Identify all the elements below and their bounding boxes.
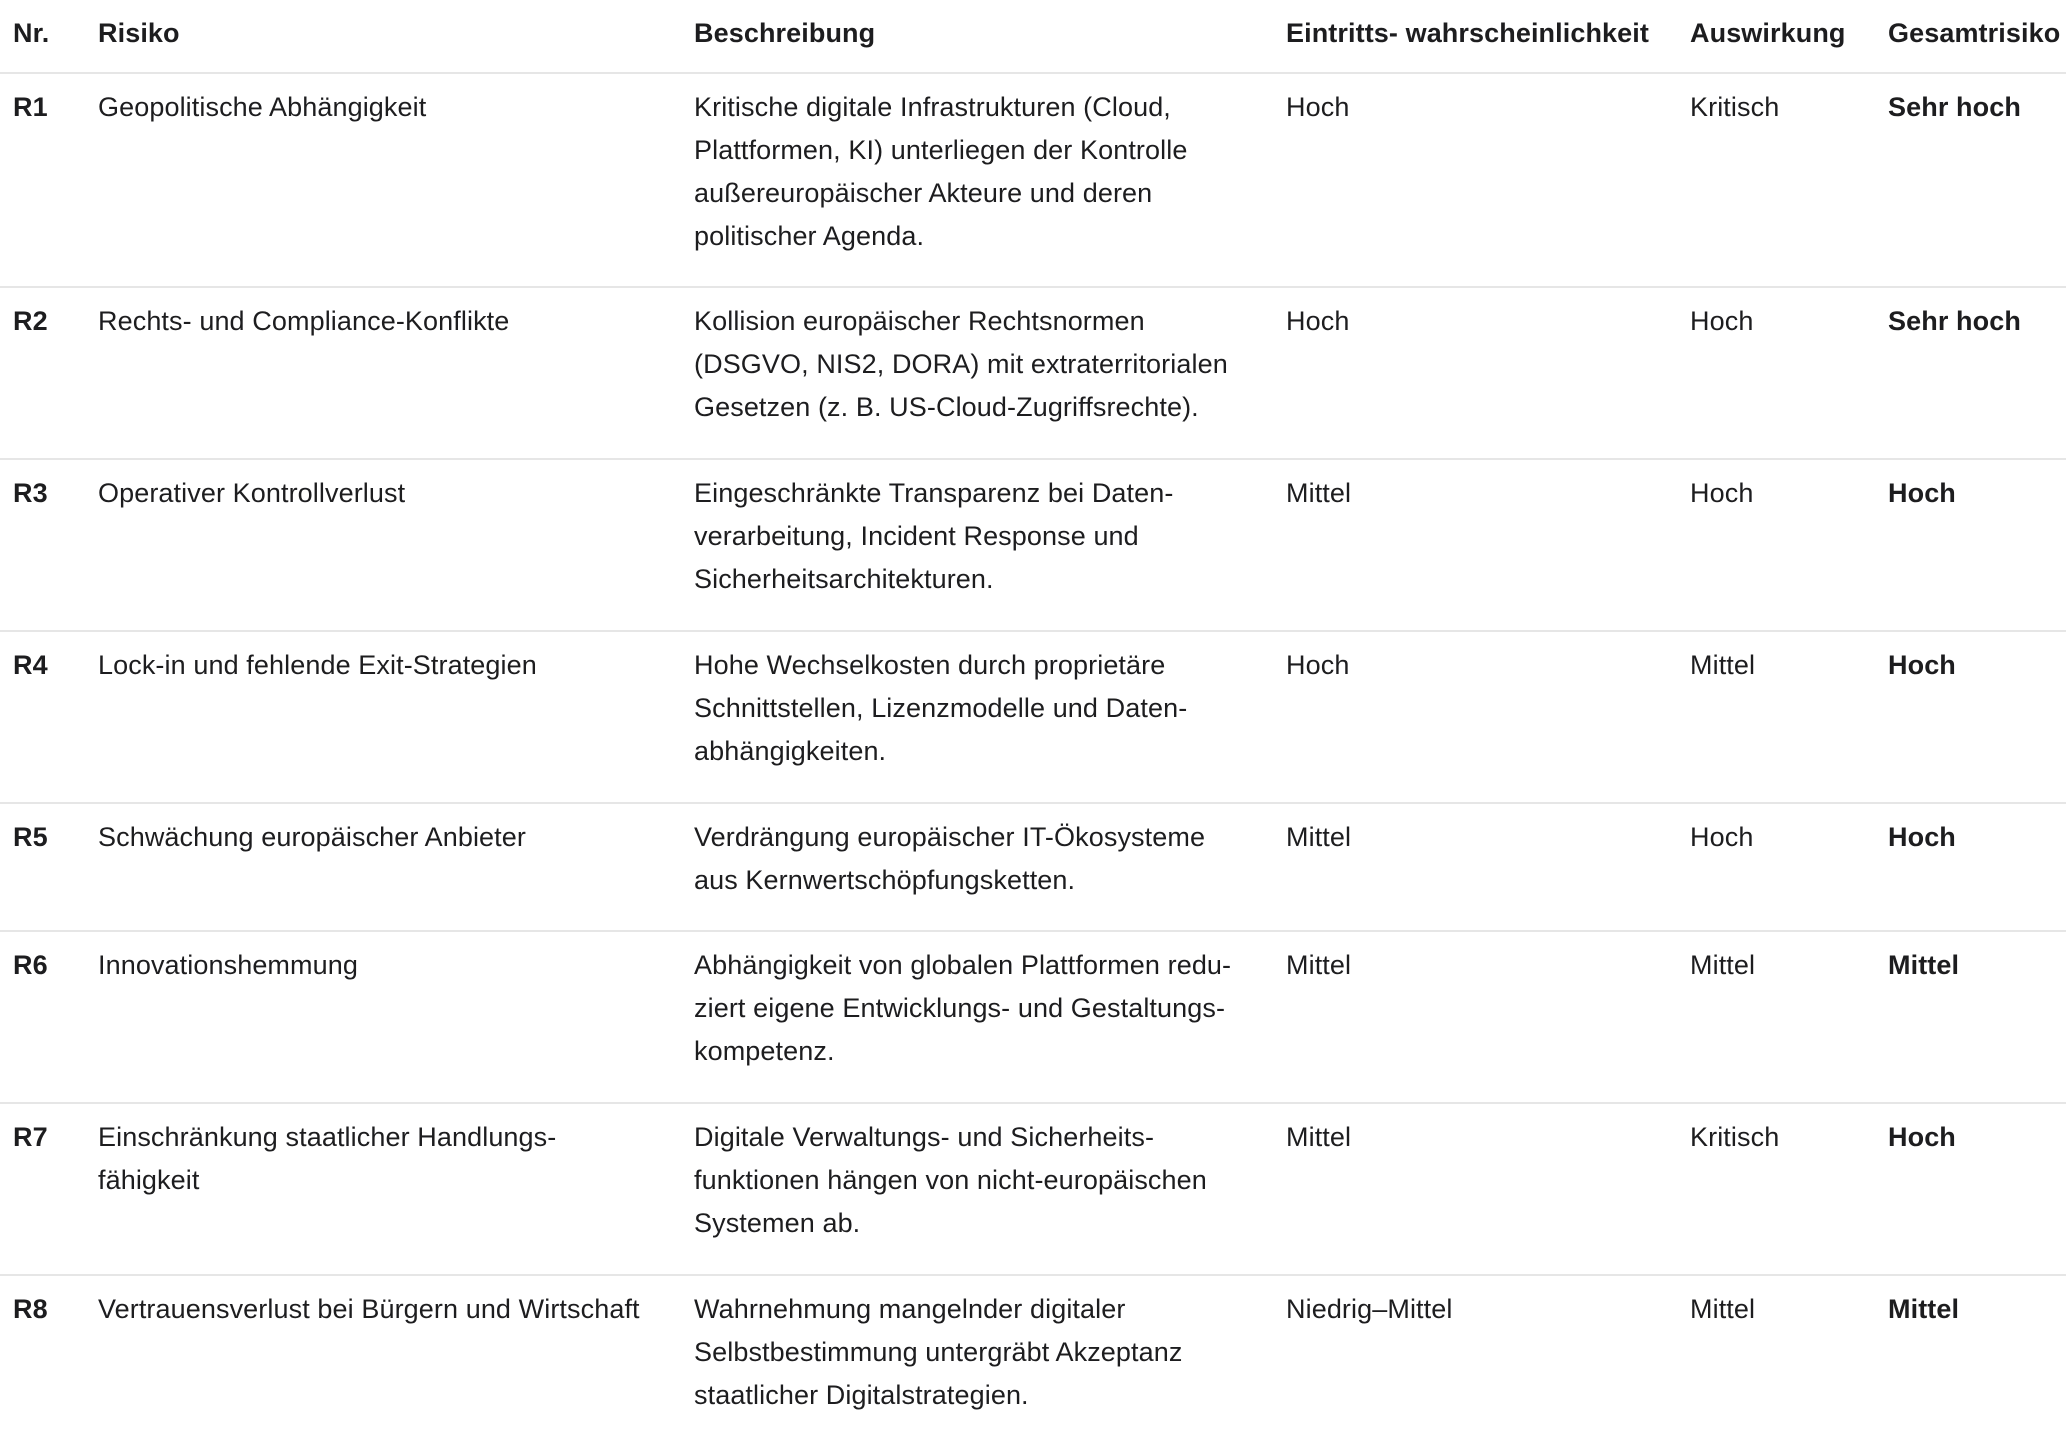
risk-description [694, 644, 1254, 773]
risk-description-line: Eingeschränkte Transparenz bei Daten- [694, 478, 1174, 508]
header-probability: Eintritts- wahrscheinlichkeit [1286, 18, 1649, 48]
risk-probability: Hoch [1286, 306, 1350, 336]
risk-description-line: Sicherheitsarchitekturen. [694, 564, 994, 594]
risk-description [694, 816, 1254, 902]
risk-description-line: Digitale Verwaltungs- und Sicherheits- [694, 1122, 1155, 1152]
risk-total: Sehr hoch [1888, 92, 2021, 122]
risk-name [98, 644, 678, 687]
risk-description-line: Wahrnehmung mangelnder digitaler [694, 1294, 1126, 1324]
table-row [0, 804, 2066, 932]
risk-description [694, 1116, 1254, 1245]
risk-description-line: Selbstbestimmung untergräbt Akzeptanz [694, 1337, 1183, 1367]
risk-impact: Hoch [1690, 822, 1754, 852]
risk-probability: Mittel [1286, 822, 1352, 852]
risk-description-line: Abhängigkeit von globalen Plattformen redu- [694, 950, 1232, 980]
risk-description-line: staatlicher Digitalstrategien. [694, 1380, 1029, 1410]
table-row [0, 74, 2066, 288]
risk-impact: Mittel [1690, 950, 1756, 980]
risk-probability: Mittel [1286, 950, 1352, 980]
risk-total: Mittel [1888, 1294, 1960, 1324]
risk-description-line: politischer Agenda. [694, 221, 925, 251]
risk-description-line: abhängigkeiten. [694, 736, 887, 766]
header-risk: Risiko [98, 18, 180, 48]
risk-id: R4 [13, 650, 48, 680]
risk-description-line: Gesetzen (z. B. US-Cloud-Zugriffsrechte). [694, 392, 1199, 422]
risk-impact: Hoch [1690, 478, 1754, 508]
risk-name [98, 472, 678, 515]
risk-name-line: Rechts- und Compliance-Konflikte [98, 306, 510, 336]
risk-total: Hoch [1888, 1122, 1956, 1152]
risk-id: R2 [13, 306, 48, 336]
risk-description-line: aus Kernwertschöpfungsketten. [694, 865, 1076, 895]
table-body [0, 74, 2066, 1446]
risk-description-line: (DSGVO, NIS2, DORA) mit extraterritorialen [694, 349, 1228, 379]
risk-impact: Mittel [1690, 1294, 1756, 1324]
header-total-risk: Gesamtrisiko [1888, 18, 2061, 48]
risk-probability: Mittel [1286, 478, 1352, 508]
risk-id: R3 [13, 478, 48, 508]
risk-description-line: Hohe Wechselkosten durch proprietäre [694, 650, 1166, 680]
risk-impact: Mittel [1690, 650, 1756, 680]
risk-description-line: Plattformen, KI) unterliegen der Kontrolle [694, 135, 1188, 165]
table-row [0, 1104, 2066, 1276]
risk-name-line: fähigkeit [98, 1165, 200, 1195]
risk-description-line: Kritische digitale Infrastrukturen (Cloud, [694, 92, 1171, 122]
risk-id: R5 [13, 822, 48, 852]
risk-description-line: verarbeitung, Incident Response und [694, 521, 1139, 551]
header-description: Beschreibung [694, 18, 876, 48]
risk-name [98, 1116, 678, 1202]
risk-description-line: Schnittstellen, Lizenzmodelle und Daten- [694, 693, 1188, 723]
risk-description [694, 944, 1254, 1073]
risk-description [694, 86, 1254, 258]
risk-description-line: Verdrängung europäischer IT-Ökosysteme [694, 822, 1206, 852]
risk-impact: Hoch [1690, 306, 1754, 336]
risk-probability: Niedrig–Mittel [1286, 1294, 1453, 1324]
risk-name-line: Lock-in und fehlende Exit-Strategien [98, 650, 537, 680]
risk-total: Hoch [1888, 650, 1956, 680]
risk-description-line: kompetenz. [694, 1036, 835, 1066]
table-row [0, 632, 2066, 804]
risk-description-line: Systemen ab. [694, 1208, 861, 1238]
table-row [0, 932, 2066, 1104]
risk-name-line: Schwächung europäischer Anbieter [98, 822, 526, 852]
risk-impact: Kritisch [1690, 92, 1780, 122]
risk-total: Hoch [1888, 822, 1956, 852]
table-header-row [0, 0, 2066, 74]
table-row [0, 1276, 2066, 1446]
risk-probability: Hoch [1286, 92, 1350, 122]
risk-name-line: Operativer Kontrollverlust [98, 478, 406, 508]
risk-impact: Kritisch [1690, 1122, 1780, 1152]
risk-id: R1 [13, 92, 48, 122]
risk-probability: Mittel [1286, 1122, 1352, 1152]
risk-total: Mittel [1888, 950, 1960, 980]
header-nr: Nr. [13, 18, 50, 48]
risk-name-line: Innovationshemmung [98, 950, 358, 980]
risk-total: Hoch [1888, 478, 1956, 508]
risk-id: R6 [13, 950, 48, 980]
risk-name [98, 816, 678, 859]
risk-description-line: Kollision europäischer Rechtsnormen [694, 306, 1145, 336]
header-impact: Auswirkung [1690, 18, 1846, 48]
risk-description-line: ziert eigene Entwicklungs- und Gestaltungs- [694, 993, 1226, 1023]
risk-id: R7 [13, 1122, 48, 1152]
risk-name [98, 1288, 678, 1331]
risk-id: R8 [13, 1294, 48, 1324]
risk-probability: Hoch [1286, 650, 1350, 680]
risk-description-line: funktionen hängen von nicht-europäischen [694, 1165, 1207, 1195]
risk-description-line: außereuropäischer Akteure und deren [694, 178, 1153, 208]
risk-name [98, 86, 678, 129]
table-row [0, 288, 2066, 460]
risk-name-line: Geopolitische Abhängigkeit [98, 92, 427, 122]
risk-name [98, 944, 678, 987]
table-row [0, 460, 2066, 632]
risk-description [694, 300, 1254, 429]
risk-description [694, 472, 1254, 601]
risk-description [694, 1288, 1254, 1417]
risk-name-line: Vertrauensverlust bei Bürgern und Wirtschaft [98, 1294, 640, 1324]
risk-name [98, 300, 678, 343]
risk-name-line: Einschränkung staatlicher Handlungs- [98, 1122, 557, 1152]
risk-total: Sehr hoch [1888, 306, 2021, 336]
